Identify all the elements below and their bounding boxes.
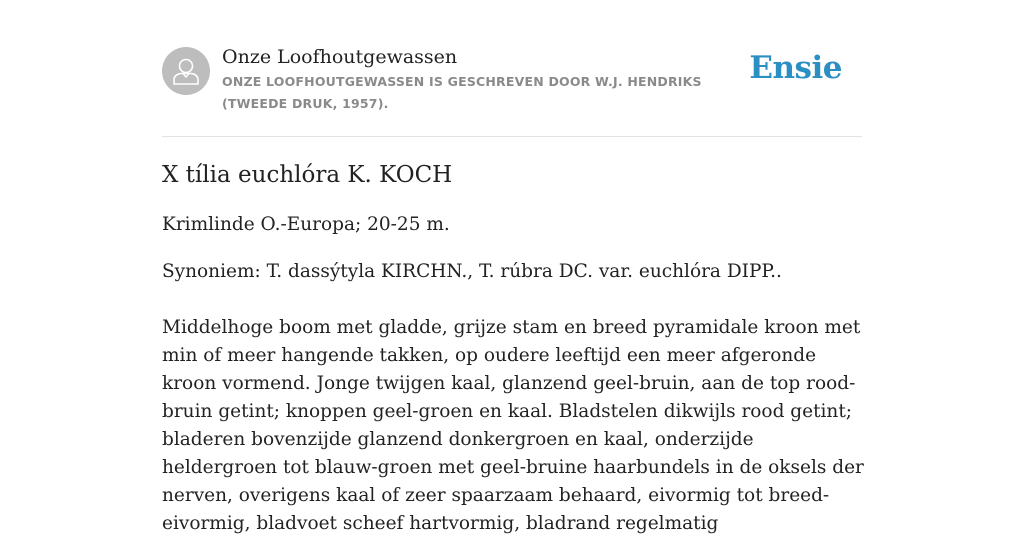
entry-content <box>162 158 866 538</box>
source-header <box>162 44 862 137</box>
user-icon[interactable] <box>162 47 210 95</box>
entry-paragraph: Synoniem: T. dassýtyla KIRCHN., T. rúbra DC. var. euchlóra DIPP.. <box>162 261 782 282</box>
entry-paragraph: Middelhoge boom met gladde, grijze stam en breed pyramidale kroon met min of meer hangende takken, op oudere leeftijd een meer afgeronde kroon vormend. Jonge twijgen kaal, glanzend geel-bruin, aan de top rood-bruin getint; knoppen geel-groen en kaal. Bladstelen dikwijls rood getint; bladeren bovenzijde glanzend donkergroen en kaal, onderzijde heldergroen tot blauw-groen met geel-bruine haarbundels in de oksels der nerven, overigens kaal of zeer spaarzaam behaard, eivormig tot breed-eivormig, bladvoet scheef hartvormig, bladrand regelmatig <box>162 317 864 534</box>
source-title[interactable]: Onze Loofhoutgewassen <box>222 46 458 68</box>
ensie-logo[interactable]: Ensie <box>749 50 842 86</box>
entry-title: X tília euchlóra K. KOCH <box>162 162 453 188</box>
entry-paragraph: Krimlinde O.-Europa; 20-25 m. <box>162 214 450 235</box>
source-description: ONZE LOOFHOUTGEWASSEN IS GESCHREVEN DOOR W.J. HENDRIKS (TWEEDE DRUK, 1957). <box>222 74 702 111</box>
